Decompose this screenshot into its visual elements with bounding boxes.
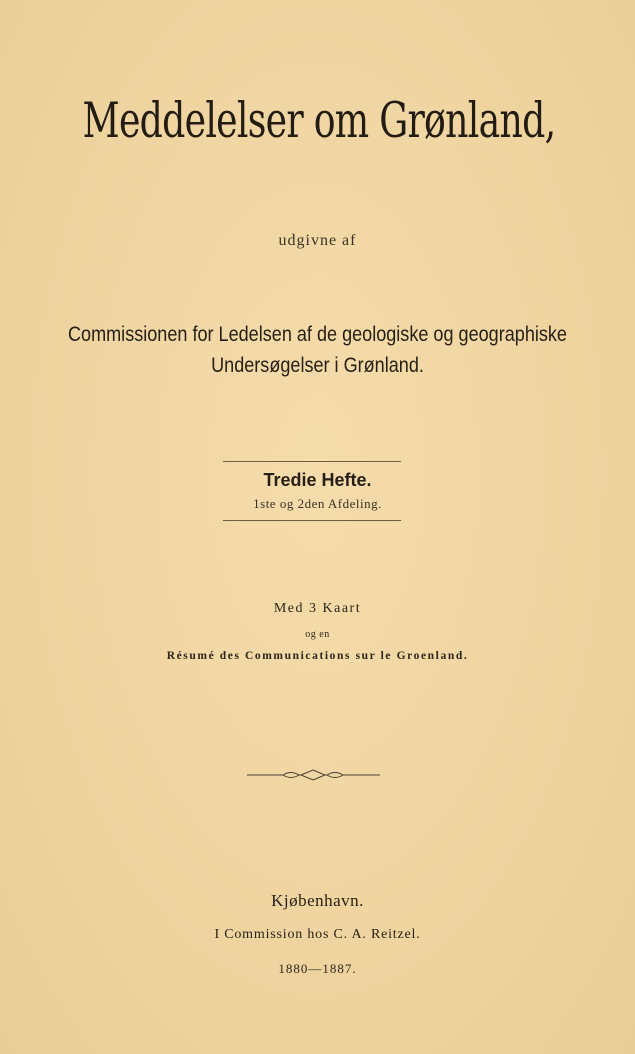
imprint-years: 1880—1887. [278,961,357,976]
resume-note: Résumé des Communications sur le Groenland. [166,650,469,662]
subtitle: udgivne af [278,232,357,249]
imprint-publisher: I Commission hos C. A. Reitzel. [214,927,421,942]
imprint-city: Kjøbenhavn. [271,891,364,910]
part-subtitle: 1ste og 2den Afdeling. [253,496,382,511]
page-title: Meddelelser om Grønland, [82,92,556,149]
part-title: Tredie Hefte. [263,470,372,490]
top-divider [223,461,401,462]
bottom-divider [223,520,401,521]
maps-note: Med 3 Kaart [273,601,362,616]
and-note: og en [305,629,330,640]
commission-line-1: Commissionen for Ledelsen af de geologiske og geographiske [68,323,567,346]
commission-line-2: Undersøgelser i Grønland. [211,354,424,377]
decorative-rule-icon [247,769,380,781]
